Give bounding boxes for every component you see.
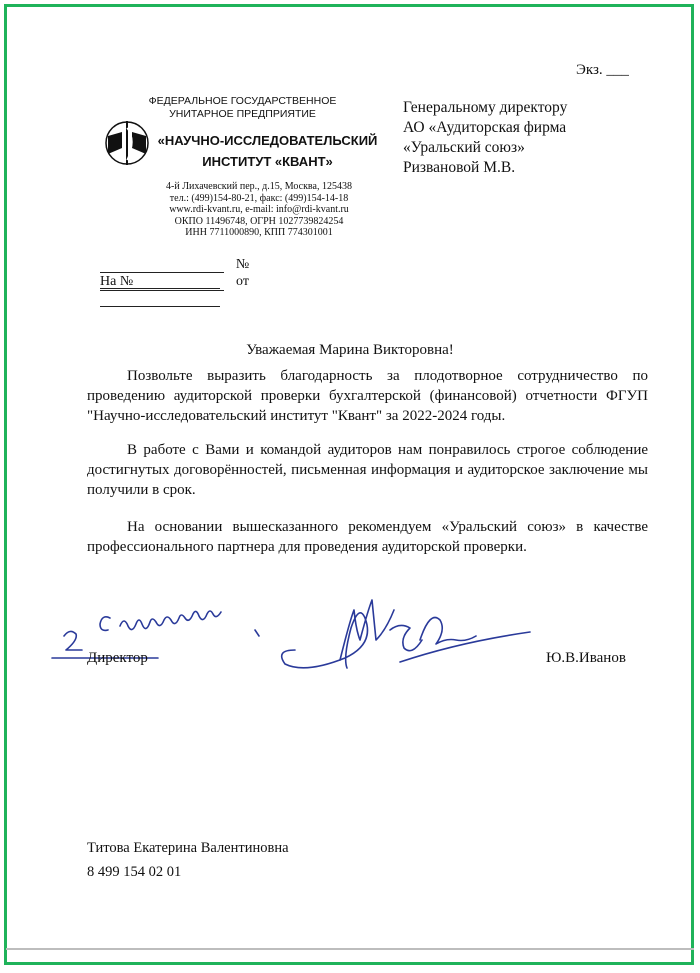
salutation: Уважаемая Марина Викторовна!	[246, 342, 454, 358]
paragraph-3: На основании вышесказанного рекомендуем «Уральский союз» в качестве профессионального партнера для проведения аудиторской проверки.	[87, 519, 648, 555]
addressee-line-1: Генеральному директору	[403, 99, 568, 116]
addressee-block	[403, 98, 567, 178]
bottom-divider	[6, 948, 694, 950]
executor-name: Титова Екатерина Валентиновна	[87, 840, 289, 856]
outgoing-date-blank	[100, 258, 224, 273]
org-web: www.rdi-kvant.ru, e-mail: info@rdi-kvant.ru	[169, 204, 349, 215]
paragraph-1: Позвольте выразить благодарность за плодотворное сотрудничество по проведению аудиторской проверки бухгалтерской (финансовой) отчетности ФГУП "Научно-исследовательский институт "Квант" за 2022-2024 годы.	[87, 368, 648, 424]
reference-number-field	[100, 274, 224, 291]
org-name	[150, 130, 385, 172]
org-okpo: ОКПО 11496748, ОГРН 1027739824254	[174, 215, 344, 227]
institute-logo-icon	[102, 118, 152, 168]
copy-number: Экз. ___	[576, 62, 629, 78]
date-label: от	[236, 274, 249, 289]
paragraph-2: В работе с Вами и командой аудиторов нам понравилось строгое соблюдение достигнутых договорённостей, письменная информация и аудиторское заключение мы получили в срок.	[87, 442, 648, 498]
reference-label: На №	[100, 274, 134, 289]
org-name-line-2: ИНСТИТУТ «КВАНТ»	[202, 154, 333, 169]
handwritten-signature-icon	[40, 590, 540, 700]
signatory-position: Директор	[87, 650, 148, 666]
signatory-name: Ю.В.Иванов	[546, 650, 626, 666]
org-address: 4-й Лихачевский пер., д.15, Москва, 125438	[166, 181, 352, 192]
org-line-1: ФЕДЕРАЛЬНОЕ ГОСУДАРСТВЕННОЕ	[148, 95, 337, 107]
org-line-2: УНИТАРНОЕ ПРЕДПРИЯТИЕ	[169, 108, 316, 120]
addressee-line-3: «Уральский союз»	[403, 139, 525, 156]
letterhead-contacts	[135, 181, 383, 239]
executor-phone: 8 499 154 02 01	[87, 864, 182, 880]
addressee-line-4: Ризвановой М.В.	[403, 159, 516, 176]
org-inn: ИНН 7711000890, КПП 774301001	[185, 227, 333, 238]
number-label: №	[235, 257, 250, 272]
addressee-line-2: АО «Аудиторская фирма	[403, 119, 567, 136]
org-name-line-1: «НАУЧНО-ИССЛЕДОВАТЕЛЬСКИЙ	[157, 133, 378, 148]
org-phone: тел.: (499)154-80-21, факс: (499)154-14-18	[169, 192, 349, 204]
registration-row-reference	[100, 274, 380, 307]
reference-date-blank	[100, 292, 220, 307]
